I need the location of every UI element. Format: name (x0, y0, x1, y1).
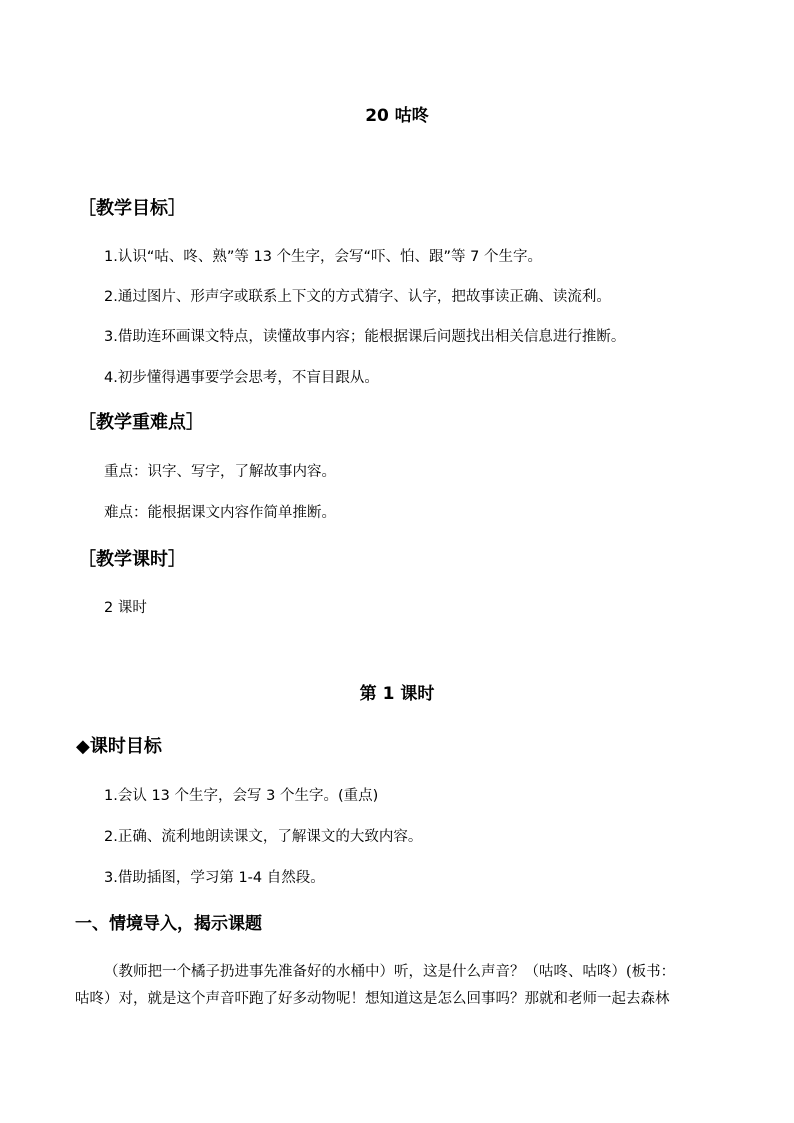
objective-item-2: 2.通过图片、形声字或联系上下文的方式猜字、认字，把故事读正确、读流利。 (104, 289, 611, 305)
key-points-heading: ［教学重难点］ (78, 412, 204, 433)
objective-item-4: 4.初步懂得遇事要学会思考，不盲目跟从。 (104, 370, 379, 386)
part1-heading: 一、情境导入，揭示课题 (75, 914, 262, 934)
part1-line-1: （教师把一个橘子扔进事先准备好的水桶中）听，这是什么声音？（咕咚、咕咚）(板书： (104, 964, 676, 980)
part1-line-2: 咕咚）对，就是这个声音吓跑了好多动物呢！想知道这是怎么回事吗？那就和老师一起去森林 (75, 991, 670, 1007)
key-point-item-2: 难点：能根据课文内容作简单推断。 (104, 505, 336, 521)
lesson1-goal-1: 1.会认 13 个生字，会写 3 个生字。(重点) (104, 788, 379, 804)
key-point-item-1: 重点：识字、写字，了解故事内容。 (104, 464, 336, 480)
lesson1-goal-2: 2.正确、流利地朗读课文，了解课文的大致内容。 (104, 829, 423, 845)
lesson1-title: 第 1 课时 (359, 684, 435, 704)
objective-item-3: 3.借助连环画课文特点，读懂故事内容；能根据课后问题找出相关信息进行推断。 (104, 329, 626, 345)
periods-value: 2 课时 (104, 600, 147, 616)
objectives-heading: ［教学目标］ (78, 198, 186, 219)
periods-heading: ［教学课时］ (78, 549, 186, 570)
lesson-title: 20 咕咚 (365, 106, 429, 126)
lesson1-goal-3: 3.借助插图，学习第 1-4 自然段。 (104, 870, 325, 886)
objective-item-1: 1.认识“咕、咚、熟”等 13 个生字，会写“吓、怕、跟”等 7 个生字。 (104, 249, 542, 265)
lesson1-goal-heading: ◆课时目标 (76, 736, 162, 757)
